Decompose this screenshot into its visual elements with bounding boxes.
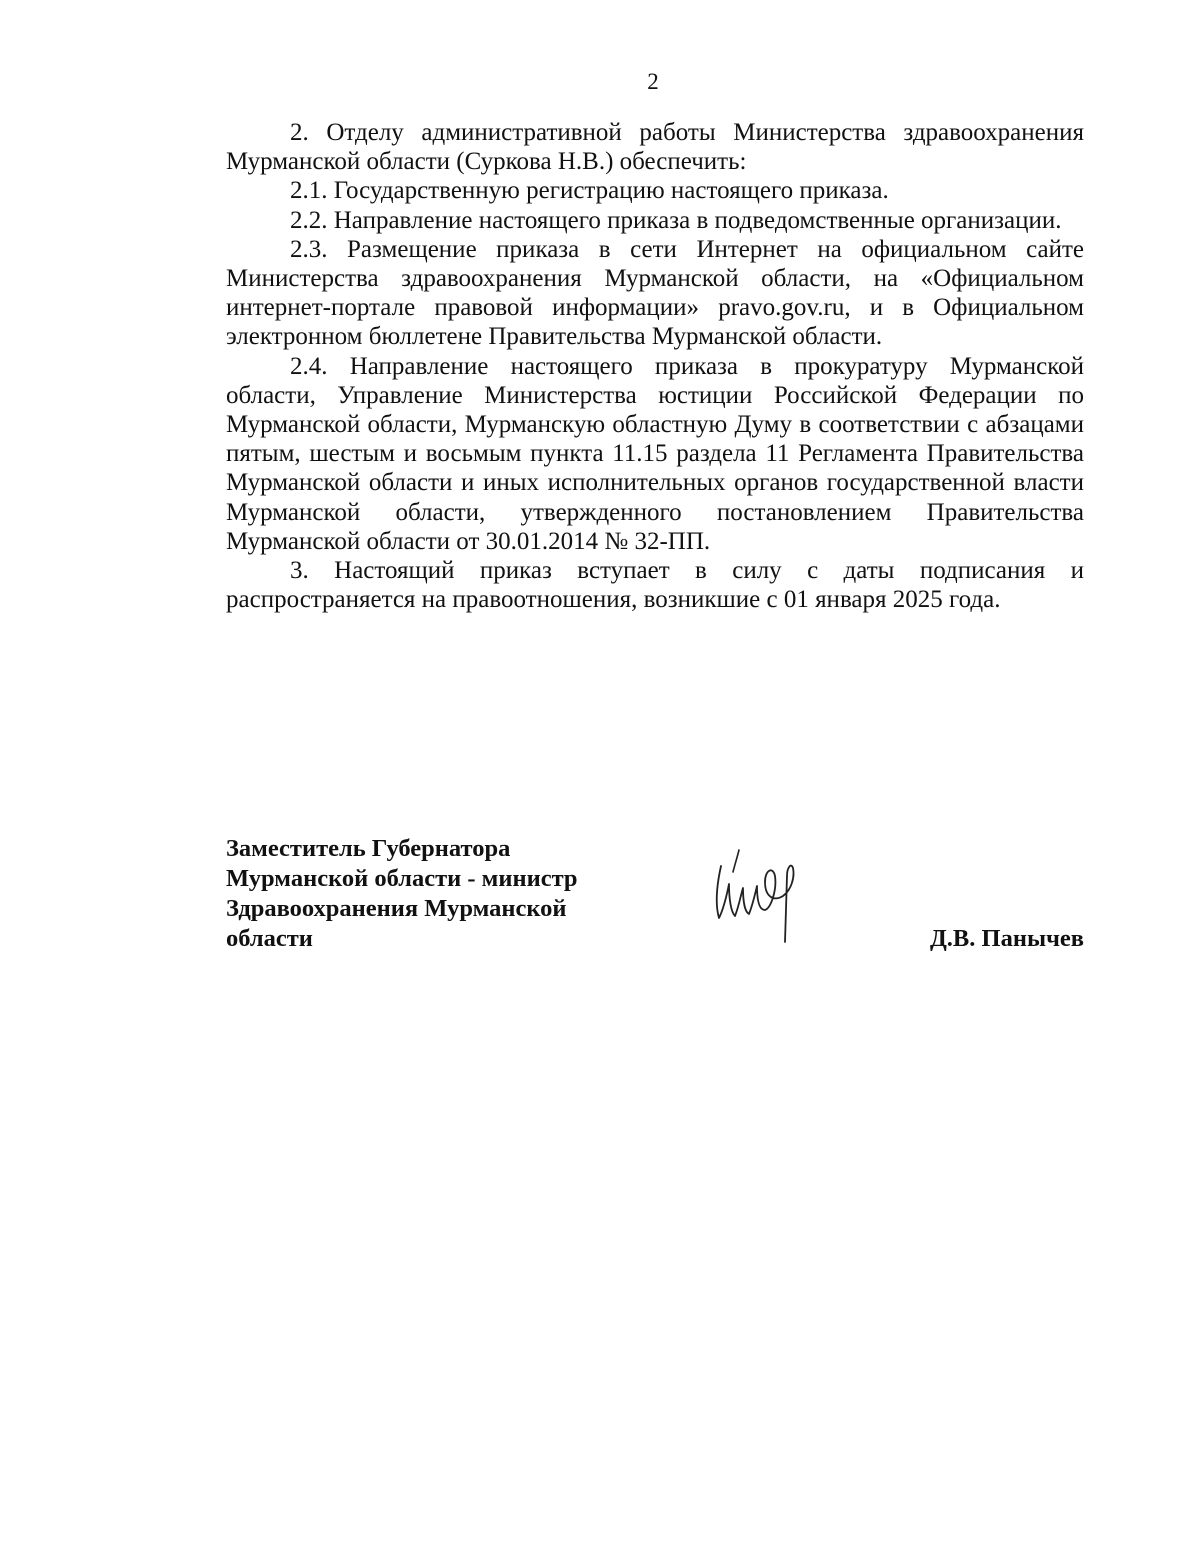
- order-body: [226, 118, 1084, 614]
- signer-position-line: области: [226, 925, 313, 952]
- paragraph-2-4: 2.4. Направление настоящего приказа в прокуратуру Мурманской области, Управление Министерства юстиции Российской Федерации по Мурманской области, Мурманскую областную Думу в соответствии с абзацами пятым, шестым и восьмым пункта 11.15 раздела 11 Регламента Правительства Мурманской области и иных исполнительных органов государственной власти Мурманской области, утвержденного постановлением Правительства Мурманской области от 30.01.2014 № 32-ПП.: [226, 352, 1084, 555]
- paragraph-2: 2. Отделу административной работы Министерства здравоохранения Мурманской области (Суркова Н.В.) обеспечить:: [226, 119, 1084, 176]
- signer-position-line: Здравоохранения Мурманской: [226, 895, 567, 922]
- paragraph-3: 3. Настоящий приказ вступает в силу с даты подписания и распространяется на правоотношения, возникшие с 01 января 2025 года.: [226, 557, 1084, 614]
- page-number: 2: [647, 69, 659, 94]
- paragraph-2-2: 2.2. Направление настоящего приказа в подведомственные организации.: [290, 206, 1062, 234]
- signer-position: [226, 834, 646, 954]
- paragraph-2-1: 2.1. Государственную регистрацию настоящего приказа.: [290, 177, 889, 205]
- signer-position-line: Мурманской области - министр: [226, 865, 578, 892]
- handwritten-signature: [709, 844, 829, 944]
- signer-position-line: Заместитель Губернатора: [226, 835, 511, 862]
- paragraph-2-3: 2.3. Размещение приказа в сети Интернет на официальном сайте Министерства здравоохранения Мурманской области, на «Официальном интернет-портале правовой информации» pravo.gov.ru, и в Официальном электронном бюллетене Правительства Мурманской области.: [226, 235, 1084, 351]
- signer-name: Д.В. Панычев: [929, 925, 1084, 952]
- signature-block: [226, 834, 1084, 964]
